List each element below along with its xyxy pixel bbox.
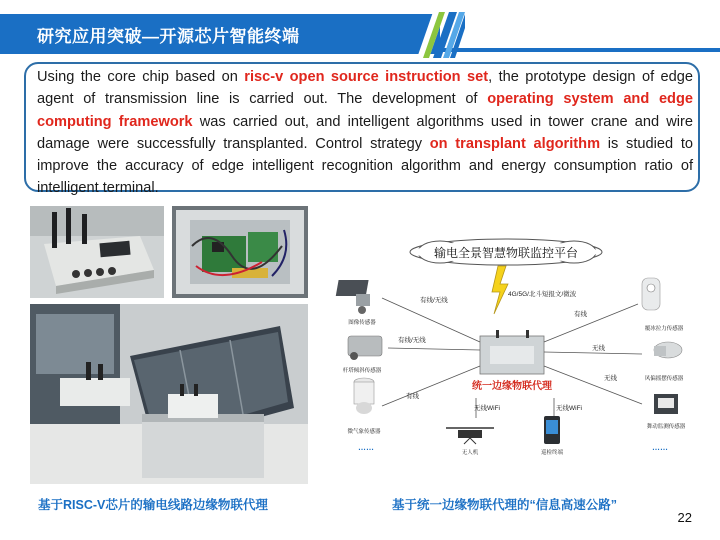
intro-paragraph [37, 66, 693, 200]
platform-label: 输电全景智慧物联监控平台 [433, 246, 579, 260]
link-label-wireless-2: 无线 [604, 375, 617, 382]
edge-agent-device [480, 330, 544, 374]
lightning-icon [492, 266, 508, 314]
weather-sensor-label: 微气象传感器 [347, 429, 381, 435]
header-underline [440, 48, 720, 52]
intro-text-2: , the prototype design of edge agent of transmission line is carried out. The development of [37, 69, 694, 108]
agent-label: 统一边缘物联代理 [472, 381, 552, 392]
ice-tension-sensor-label: 覆冰拉力传感器 [644, 326, 684, 332]
device-box-photo [30, 206, 164, 298]
page-number: 22 [677, 510, 692, 525]
weather-sensor-icon [354, 378, 374, 414]
camera-sensor-label: 图像传感器 [348, 320, 376, 326]
tilt-sensor-label: 杆塔倾斜传感器 [342, 368, 382, 374]
right-ellipsis: …… [652, 443, 668, 452]
link-label-wifi-2: 无线WiFi [556, 405, 582, 412]
page-title: 研究应用突破—开源芯片智能终端 [37, 27, 300, 46]
header-banner [0, 14, 720, 54]
inspection-terminal-label: 巡检终端 [540, 450, 564, 456]
left-caption: 基于RISC-V芯片的输电线路边缘物联代理 [38, 498, 268, 512]
intro-text-box [24, 62, 700, 197]
wind-swing-sensor-icon [654, 342, 682, 358]
galloping-sensor-label: 舞动监测传感器 [646, 424, 686, 430]
inspection-terminal-icon [544, 416, 560, 444]
camera-sensor-icon [336, 280, 370, 314]
header-stripes-decoration [405, 12, 465, 58]
link-label-wired-2: 有线 [574, 311, 587, 318]
intro-text-3: was carried out, and intelligent algorithms used in tower crane and wire damage were successfully transplanted. Control strategy [37, 113, 693, 152]
uplink-label: 4G/5G/北斗短报文/微波 [508, 291, 577, 298]
open-enclosure-photo [172, 206, 308, 298]
intro-highlight-algorithm: on transplant algorithm [429, 135, 601, 152]
solar-panel-installation-photo [30, 304, 308, 484]
link-label-wired-wireless-2: 有线/无线 [398, 337, 426, 344]
drone-label: 无人机 [461, 450, 479, 456]
tilt-sensor-icon [348, 336, 382, 360]
link-label-wired-1: 有线 [406, 393, 419, 400]
right-caption: 基于统一边缘物联代理的“信息高速公路” [392, 498, 618, 512]
intro-highlight-os: operating system and edge computing framework [37, 91, 694, 130]
link-label-wifi-1: 无线WiFi [474, 405, 500, 412]
intro-text-1: Using the core chip based on [37, 69, 238, 85]
drone-icon [446, 428, 494, 444]
intro-text-4: is studied to improve the accuracy of edge intelligent recognition algorithm and energy consumption ratio of intelligent terminal. [37, 135, 693, 197]
left-ellipsis: …… [358, 443, 374, 452]
ice-tension-sensor-icon [642, 278, 660, 310]
galloping-sensor-icon [654, 394, 678, 414]
wind-swing-sensor-label: 风偏摇摆传感器 [644, 376, 684, 382]
intro-highlight-riscv: risc-v open source instruction set [244, 69, 489, 85]
link-label-wired-wireless-1: 有线/无线 [420, 297, 448, 304]
link-label-wireless-1: 无线 [592, 345, 605, 352]
iot-architecture-diagram [330, 238, 710, 470]
